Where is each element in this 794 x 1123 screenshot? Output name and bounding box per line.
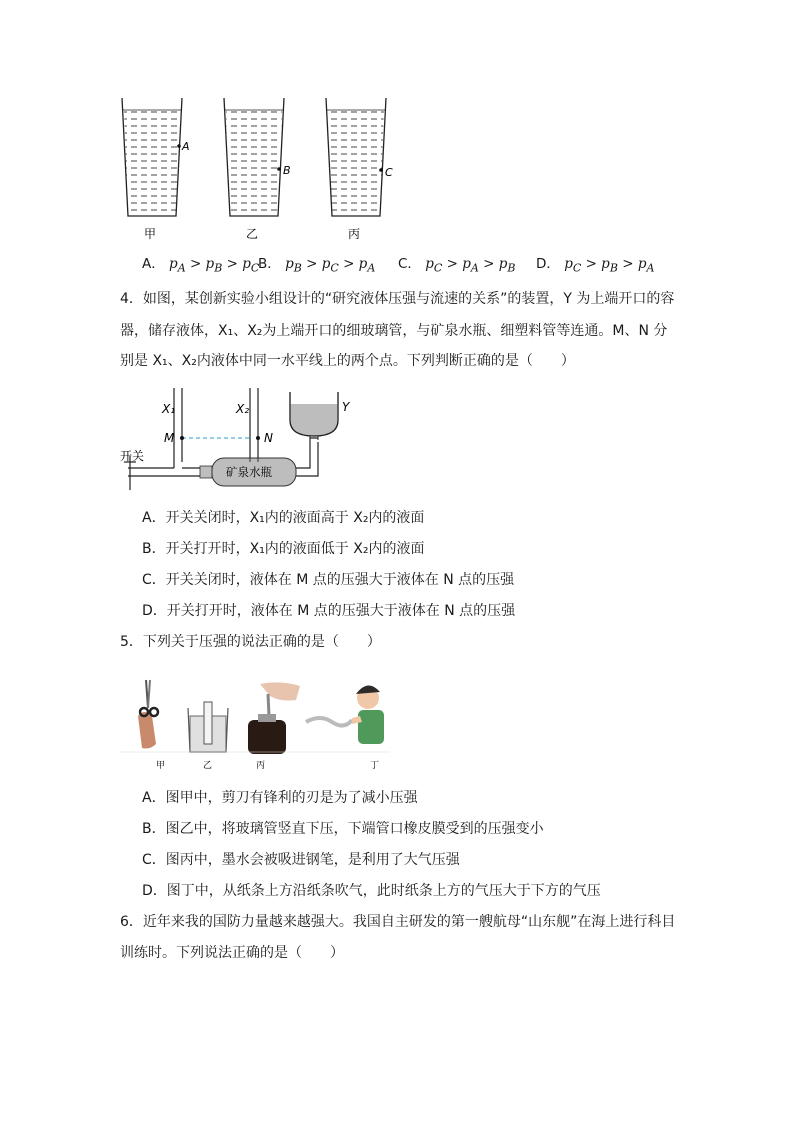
q3-option-c-letter: C． [398,256,421,272]
tube-x2 [250,388,258,458]
q3-option-a[interactable] [142,255,259,278]
point-a-dot [177,144,181,148]
q3-option-b-expr: $p_B > p_C > p_A$ [285,256,376,275]
container-y [290,392,338,440]
point-c-label: C [385,166,393,179]
tube-x2-label: X₂ [236,402,250,416]
container-y-label: Y [342,400,350,414]
q3-option-a-expr: $p_A > p_B > p_C$ [169,256,260,275]
q4-option-a[interactable]: A．开关关闭时，X₁内的液面高于 X₂内的液面 [142,510,425,526]
q4-option-b[interactable]: B．开关打开时，X₁内的液面低于 X₂内的液面 [142,541,425,557]
q5-stem: 5．下列关于压强的说法正确的是（ ） [120,634,381,650]
q5-options [142,788,682,900]
beaker-label-yi: 乙 [246,227,259,241]
point-n-label: N [264,431,273,445]
q4-options [142,508,662,620]
q5-option-d[interactable]: D．图丁中，从纸条上方沿纸条吹气，此时纸条上方的气压大于下方的气压 [142,883,601,899]
q4-stem-line-3: 别是 X₁、X₂内液体中同一水平线上的两个点。下列判断正确的是（ ） [120,353,575,369]
image-label-bing: 丙 [256,761,266,771]
beaker-jia [122,98,182,216]
q3-option-d[interactable] [536,255,654,278]
image-label-jia: 甲 [156,761,166,771]
scissors-image [138,680,158,749]
q6-stem-line-1: 6．近年来我的国防力量越来越强大。我国自主研发的第一艘航母“山东舰”在海上进行科目 [120,914,676,930]
point-b-label: B [283,164,291,177]
point-m-label: M [164,431,175,445]
image-label-ding: 丁 [370,761,380,771]
q3-option-d-letter: D． [536,256,560,272]
q5-option-a[interactable]: A．图甲中，剪刀有锋利的刃是为了减小压强 [142,790,418,806]
q5-option-b[interactable]: B．图乙中，将玻璃管竖直下压，下端管口橡皮膜受到的压强变小 [142,821,544,837]
beaker-yi [224,98,284,216]
q6-stem-line-2: 训练时。下列说法正确的是（ ） [120,945,344,961]
tube-x1 [174,388,182,468]
q4-stem-line-2: 器，储存液体，X₁、X₂为上端开口的细玻璃管，与矿泉水瓶、细塑料管等连通。M、N 分 [120,323,668,339]
beaker-label-jia: 甲 [144,227,157,241]
q4-apparatus-figure [118,380,378,510]
q4-option-d[interactable]: D．开关打开时，液体在 M 点的压强大于液体在 N 点的压强 [142,603,516,619]
q3-beakers-figure [110,88,410,248]
q5-stem-wrap [120,632,680,654]
q3-option-d-expr: $p_C > p_B > p_A$ [564,256,655,275]
image-label-yi: 乙 [203,761,213,771]
blowing-paper-image [306,685,384,744]
q3-option-c[interactable] [398,255,515,278]
glass-tube-beaker-image [188,702,228,752]
q3-option-b[interactable] [258,255,375,278]
beaker-bing [326,98,386,216]
tube-x1-label: X₁ [162,402,176,416]
switch-label: 开关 [120,449,145,463]
q4-stem-line-1: 4．如图，某创新实验小组设计的“研究液体压强与流速的关系”的装置，Y 为上端开口的容 [120,291,675,307]
q5-option-c[interactable]: C．图丙中，墨水会被吸进钢笔，是利用了大气压强 [142,852,460,868]
q3-option-b-letter: B． [258,256,281,272]
point-m-dot [180,436,184,440]
point-a-label: A [182,140,190,153]
point-b-dot [277,167,281,171]
ink-pen-image [248,682,300,754]
point-c-dot [379,168,383,172]
q3-option-c-expr: $p_C > p_A > p_B$ [425,256,516,275]
q6-stem [120,912,680,972]
q5-images-figure [120,672,400,772]
q4-option-c[interactable]: C．开关关闭时，液体在 M 点的压强大于液体在 N 点的压强 [142,572,515,588]
point-n-dot [256,436,260,440]
q3-option-a-letter: A． [142,256,165,272]
bottle-label: 矿泉水瓶 [226,465,272,479]
beaker-label-bing: 丙 [348,227,361,241]
q4-stem [120,289,680,369]
